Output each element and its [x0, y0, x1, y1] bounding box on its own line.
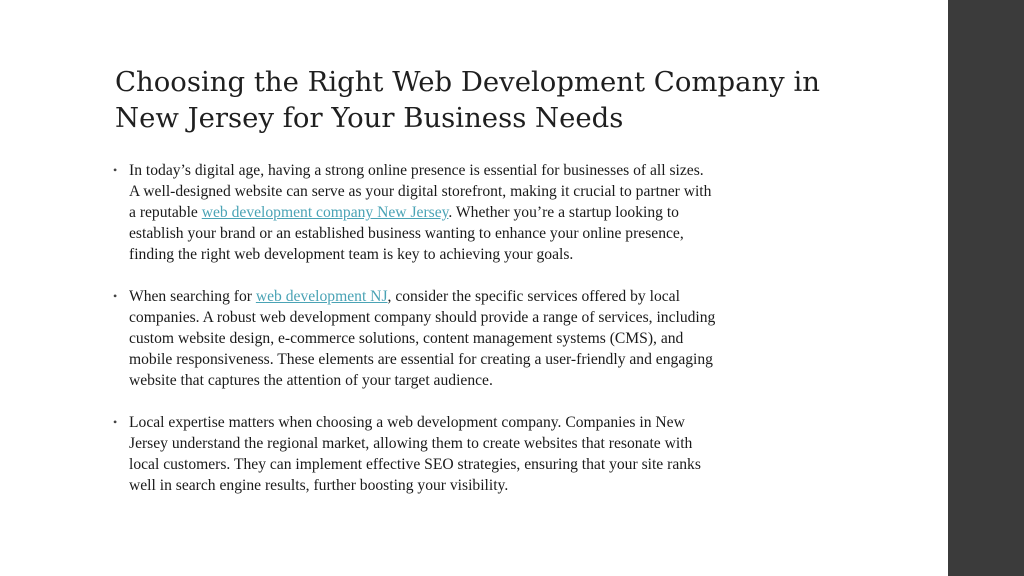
- bullet-text-line: [129, 202, 833, 223]
- bullet-dot-icon: •: [113, 289, 118, 303]
- bullet-text-line: [129, 412, 833, 433]
- bullet-text-line: [129, 160, 833, 181]
- bullet-item: [113, 412, 833, 496]
- text-segment: . Whether you’re a startup looking to: [448, 204, 679, 221]
- text-segment: website that captures the attention of your target audience.: [129, 372, 493, 389]
- bullet-text-line: [129, 307, 833, 328]
- text-segment: companies. A robust web development company should provide a range of services, including: [129, 309, 716, 326]
- bullet-text-line: [129, 349, 833, 370]
- slide-title: [115, 64, 915, 136]
- bullet-text-line: [129, 454, 833, 475]
- slide-title-line: Choosing the Right Web Development Company in: [115, 66, 820, 98]
- bullet-item: [113, 160, 833, 265]
- text-segment: finding the right web development team is key to achieving your goals.: [129, 246, 574, 263]
- inline-link[interactable]: web development company New Jersey: [201, 204, 449, 221]
- bullet-text-line: [129, 475, 833, 496]
- text-segment: mobile responsiveness. These elements are essential for creating a user-friendly and engaging: [129, 351, 713, 368]
- slide-title-line: New Jersey for Your Business Needs: [115, 102, 624, 134]
- bullet-dot-icon: •: [113, 163, 118, 177]
- bullet-text-line: [129, 244, 833, 265]
- text-segment: custom website design, e-commerce solutions, content management systems (CMS), and: [129, 330, 684, 347]
- text-segment: establish your brand or an established business wanting to enhance your online presence,: [129, 225, 684, 242]
- bullet-list: [113, 160, 833, 517]
- side-bar-decoration: [948, 0, 1024, 576]
- text-segment: a reputable: [129, 204, 202, 221]
- bullet-text-line: [129, 328, 833, 349]
- text-segment: Local expertise matters when choosing a web development company. Companies in New: [129, 414, 685, 431]
- bullet-text-line: [129, 181, 833, 202]
- text-segment: In today’s digital age, having a strong online presence is essential for businesses of all sizes.: [129, 162, 704, 179]
- text-segment: well in search engine results, further boosting your visibility.: [129, 477, 509, 494]
- bullet-text-line: [129, 286, 833, 307]
- text-segment: A well-designed website can serve as your digital storefront, making it crucial to partner with: [129, 183, 712, 200]
- text-segment: When searching for: [129, 288, 256, 305]
- inline-link[interactable]: web development NJ: [255, 288, 388, 305]
- bullet-text-line: [129, 433, 833, 454]
- text-segment: , consider the specific services offered by local: [387, 288, 680, 305]
- text-segment: Jersey understand the regional market, allowing them to create websites that resonate with: [129, 435, 693, 452]
- bullet-item: [113, 286, 833, 391]
- bullet-text-line: [129, 223, 833, 244]
- bullet-dot-icon: •: [113, 415, 118, 429]
- text-segment: local customers. They can implement effective SEO strategies, ensuring that your site ranks: [129, 456, 701, 473]
- bullet-text-line: [129, 370, 833, 391]
